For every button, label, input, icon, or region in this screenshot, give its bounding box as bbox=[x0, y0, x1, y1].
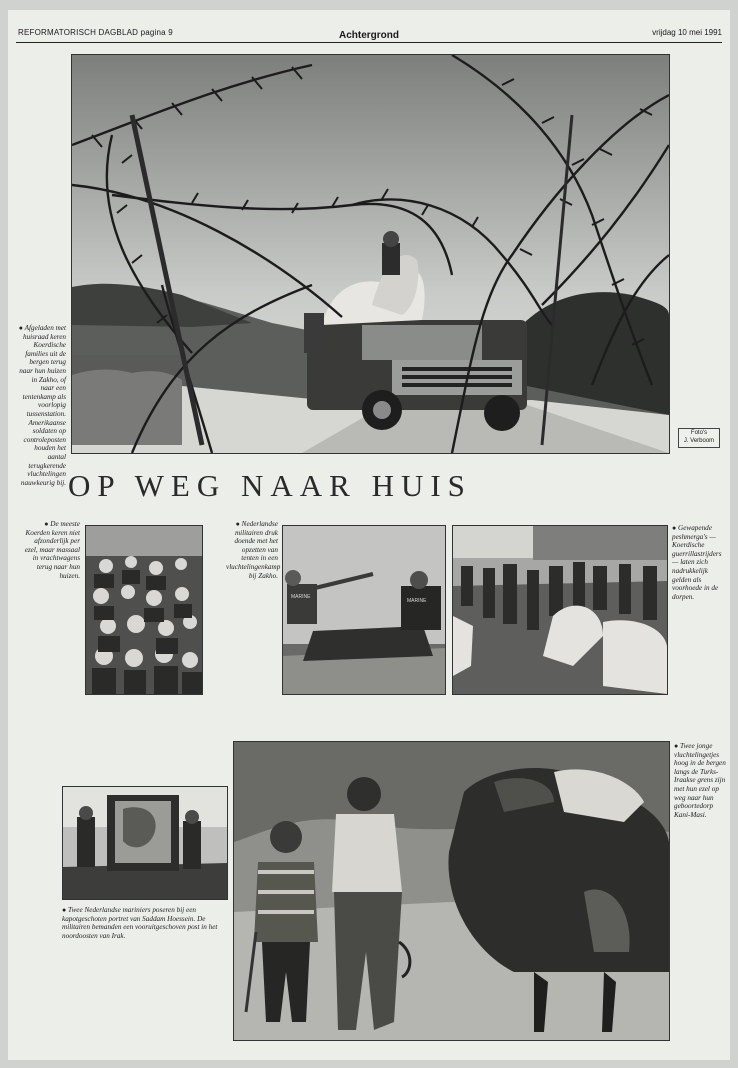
photo-marines-saddam-portrait bbox=[62, 786, 228, 900]
bullet-icon: ● bbox=[18, 324, 23, 332]
photo-credit bbox=[678, 428, 720, 448]
caption-marines-text: Twee Nederlandse mariniers poseren bij een kapotgeschoten portret van Saddam Hoessein. De militairen bemanden een vooruitgeschoven post in het noordoosten van Irak. bbox=[62, 906, 218, 940]
publication-date: vrijdag 10 mei 1991 bbox=[652, 28, 722, 37]
caption-kurds bbox=[20, 520, 80, 580]
credit-photographer: J. Verboom bbox=[683, 438, 715, 444]
bullet-icon: ● bbox=[62, 906, 67, 914]
svg-text:MARINE: MARINE bbox=[291, 594, 311, 600]
photo-boys-with-donkey bbox=[233, 741, 670, 1041]
caption-dutch-soldiers bbox=[226, 520, 281, 580]
credit-label: Foto's bbox=[690, 430, 708, 436]
photo-peshmerga bbox=[452, 525, 668, 695]
caption-peshmerga bbox=[672, 524, 724, 601]
section-title: Achtergrond bbox=[339, 30, 399, 41]
bullet-icon: ● bbox=[674, 742, 679, 750]
headline: OP WEG NAAR HUIS bbox=[68, 468, 472, 503]
bullet-icon: ● bbox=[235, 520, 240, 528]
caption-main-photo bbox=[18, 324, 66, 487]
photo-kurds-in-truck bbox=[85, 525, 203, 695]
page-number: pagina 9 bbox=[140, 28, 173, 37]
caption-main-text: Afgeladen met huisraad keren Koerdische families uit de bergen terug naar hun huizen in Zakho, of naar een tentenkamp als voorlopig tussenstation. Amerikaanse soldaten op controleposten houden het aantal terugkerende vluchtelingen nauwkeurig bij. bbox=[19, 324, 66, 487]
caption-dutch-soldiers-text: Nederlandse militairen druk doende met het opzetten van tenten in een vluchtelingenkamp bij Zakho. bbox=[226, 520, 281, 580]
caption-kurds-text: De meeste Koerden keren niet afzonderlijk per ezel, maar massaal in vrachtwagens terug naar hun huizen. bbox=[24, 520, 80, 580]
caption-boys bbox=[674, 742, 726, 819]
main-photo-barbed-wire-truck bbox=[71, 54, 670, 454]
bullet-icon: ● bbox=[44, 520, 49, 528]
photo-soldiers-tents bbox=[282, 525, 446, 695]
caption-marines bbox=[62, 906, 226, 940]
newspaper-name: REFORMATORISCH DAGBLAD bbox=[18, 28, 139, 37]
caption-peshmerga-text: Gewapende peshmerga's —Koerdische guerrillastrijders— laten zich nadrukkelijk gelden als voorhoede in de dorpen. bbox=[672, 524, 722, 601]
bullet-icon: ● bbox=[672, 524, 677, 532]
svg-text:MARINE: MARINE bbox=[407, 598, 427, 604]
header-rule bbox=[16, 42, 722, 43]
caption-boys-text: Twee jonge vluchtelingetjes hoog in de bergen langs de Turks-Iraakse grens zijn met hun ezel op weg naar hun geboortedorp Kani-Masi. bbox=[674, 742, 726, 819]
